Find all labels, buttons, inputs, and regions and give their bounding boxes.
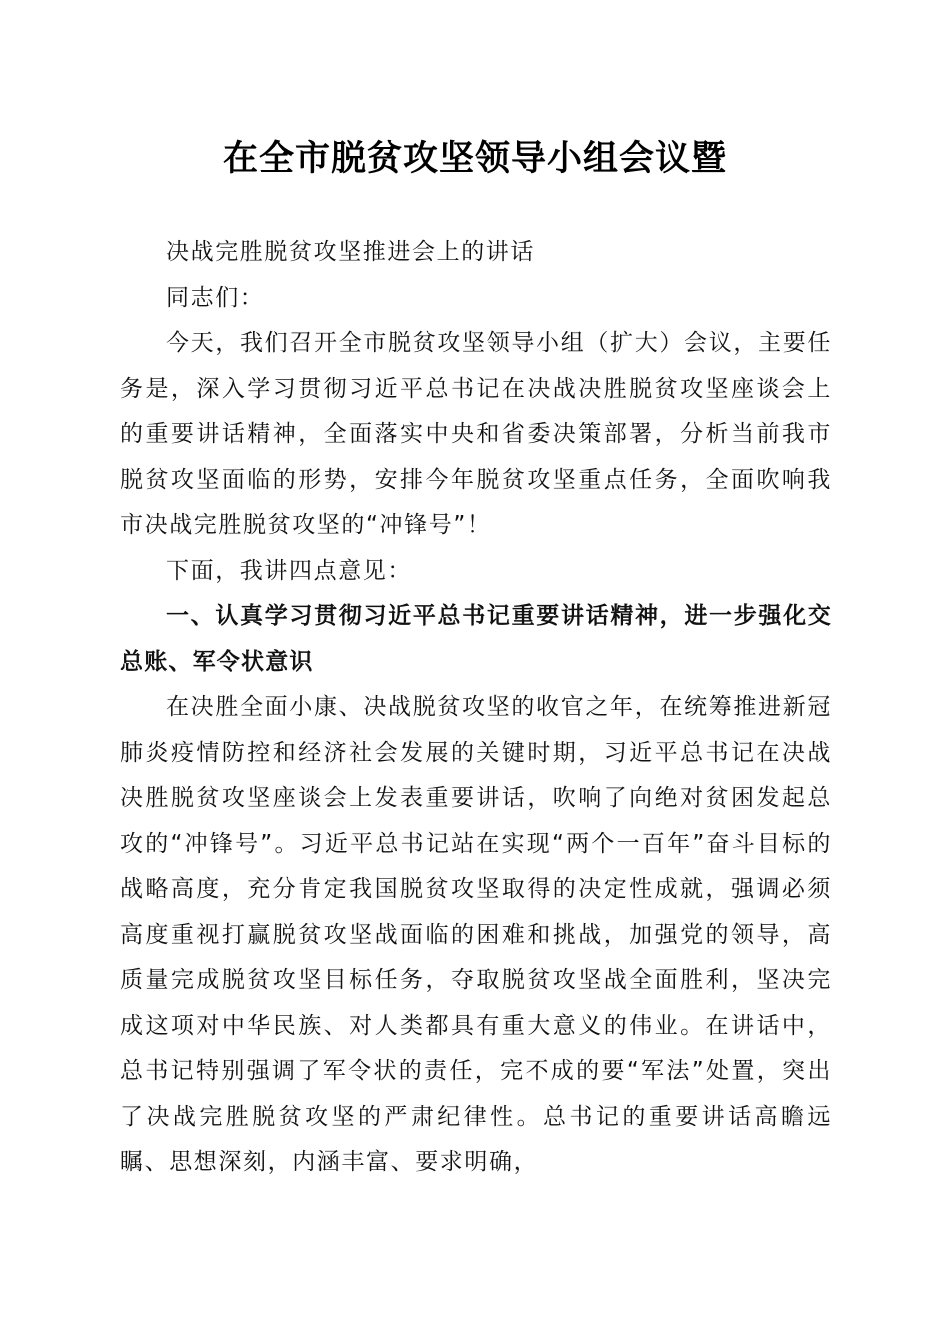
document-body bbox=[120, 230, 832, 1186]
salutation-paragraph: 同志们： bbox=[166, 284, 265, 311]
subtitle-paragraph: 决战完胜脱贫攻坚推进会上的讲话 bbox=[166, 239, 535, 265]
document-title: 在全市脱贫攻坚领导小组会议暨 bbox=[222, 138, 727, 179]
body-paragraph: 在决胜全面小康、决战脱贫攻坚的收官之年，在统筹推进新冠肺炎疫情防控和经济社会发展的关键时期，习近平总书记在决战决胜脱贫攻坚座谈会上发表重要讲话，吹响了向绝对贫困发起总攻的“冲锋号”。习近平总书记站在实现“两个一百年”奋斗目标的战略高度，充分肯定我国脱贫攻坚取得的决定性成就，强调必须高度重视打赢脱贫攻坚战面临的困难和挑战，加强党的领导，高质量完成脱贫攻坚目标任务，夺取脱贫攻坚战全面胜利，坚决完成这项对中华民族、对人类都具有重大意义的伟业。在讲话中，总书记特别强调了军令状的责任，完不成的要“军法”处置，突出了决战完胜脱贫攻坚的严肃纪律性。总书记的重要讲话高瞻远瞩、思想深刻，内涵丰富、要求明确， bbox=[120, 694, 832, 1175]
intro-paragraph: 今天，我们召开全市脱贫攻坚领导小组（扩大）会议，主要任务是，深入学习贯彻习近平总书记在决战决胜脱贫攻坚座谈会上的重要讲话精神，全面落实中央和省委决策部署，分析当前我市脱贫攻坚面临的形势，安排今年脱贫攻坚重点任务，全面吹响我市决战完胜脱贫攻坚的“冲锋号”！ bbox=[120, 330, 832, 538]
outline-paragraph: 下面，我讲四点意见： bbox=[166, 557, 412, 584]
section-heading: 一、认真学习贯彻习近平总书记重要讲话精神，进一步强化交总账、军令状意识 bbox=[120, 603, 832, 675]
